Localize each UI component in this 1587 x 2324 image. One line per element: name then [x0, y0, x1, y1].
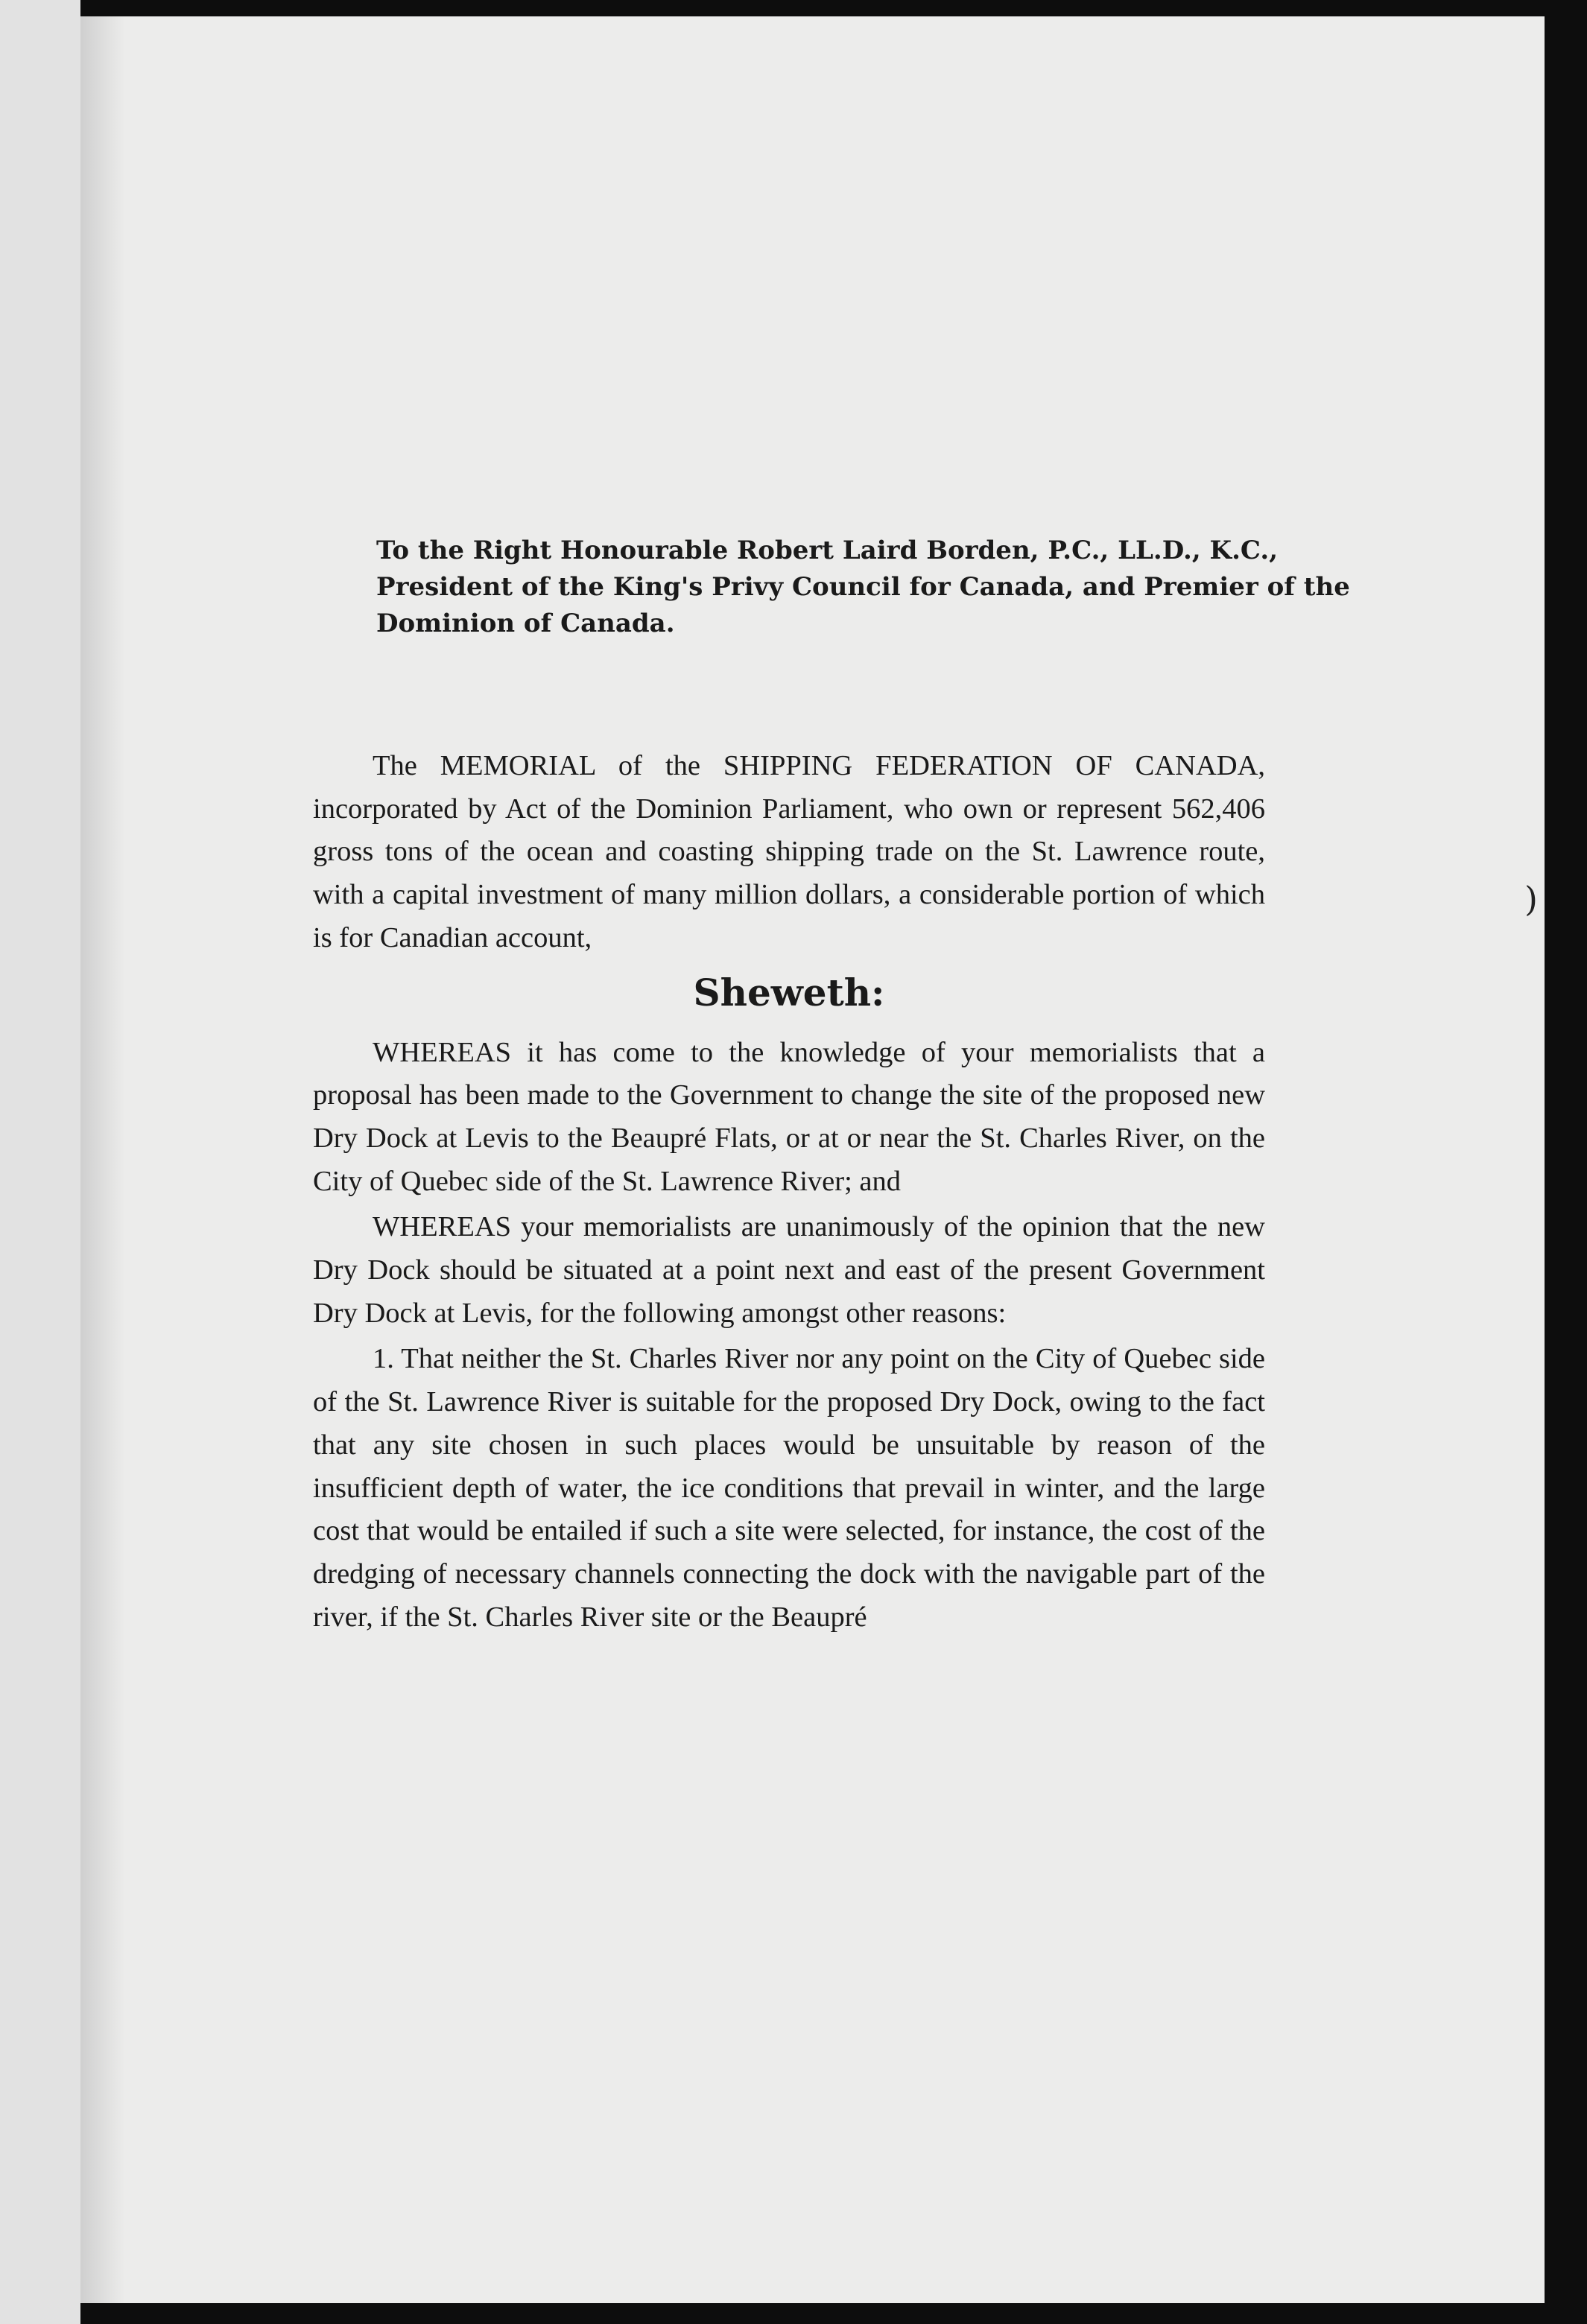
whereas-paragraph-1: WHEREAS it has come to the knowledge of your memorialists that a proposal has been made to the Government to change the site of the proposed new Dry Dock at Levis to the Beaupré Flats, or at or near the St. Charles River, on the City of Quebec side of the St. Lawrence River; and — [313, 1036, 1265, 1197]
binding-shadow — [80, 16, 125, 2303]
margin-mark: ) — [1524, 879, 1538, 919]
address-block — [376, 533, 1350, 642]
reason-paragraph-1: 1. That neither the St. Charles River nor any point on the City of Quebec side of the St. Lawrence River is suitable for the proposed Dry Dock, owing to the fact that any site chosen in such places would be unsuitable by reason of the insufficient depth of water, the ice conditions that prevail in winter, and the large cost that would be entailed if such a site were selected, for instance, the cost of the dredging of necessary channels connecting the dock with the navigable part of the river, if the St. Charles River site or the Beaupré — [313, 1343, 1265, 1633]
address-line-1: To the Right Honourable Robert Laird Borden, P.C., LL.D., K.C., — [376, 536, 1279, 565]
whereas-paragraph-2: WHEREAS your memorialists are unanimously of the opinion that the new Dry Dock should be situated at a point next and east of the present Government Dry Dock at Levis, for the following amongst other reasons: — [313, 1211, 1265, 1329]
document-body — [313, 745, 1265, 1642]
sheweth-heading: Sheweth: — [693, 970, 885, 1015]
address-line-3: Dominion of Canada. — [376, 609, 675, 638]
facing-page-edge — [0, 0, 80, 2324]
address-line-2: President of the King's Privy Council for Canada, and Premier of the — [376, 572, 1350, 602]
memorial-paragraph: The MEMORIAL of the SHIPPING FEDERATION OF CANADA, incorporated by Act of the Dominion Parliament, who own or represent 562,406 gross tons of the ocean and coasting shipping trade on the St. Lawrence route, with a capital investment of many million dollars, a considerable portion of which is for Canadian account, — [313, 750, 1265, 953]
